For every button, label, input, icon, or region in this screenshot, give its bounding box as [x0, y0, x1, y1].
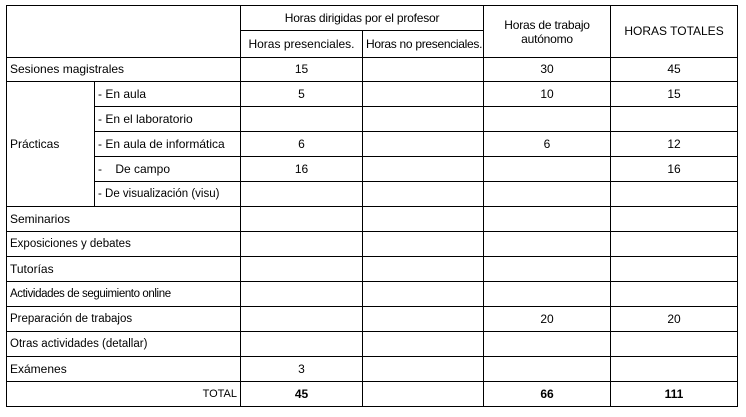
cell-no-presenciales: [363, 58, 484, 82]
cell-totales: [611, 357, 738, 382]
cell-presenciales: [241, 282, 363, 307]
cell-totales: [611, 182, 738, 207]
row-label-tutorias: Tutorías: [7, 257, 241, 282]
cell-presenciales: 16: [241, 157, 363, 182]
cell-autonomo: [484, 182, 611, 207]
header-dirigidas: Horas dirigidas por el profesor: [241, 6, 484, 31]
total-presenciales: 45: [241, 382, 363, 407]
cell-totales: [611, 282, 738, 307]
cell-totales: [611, 257, 738, 282]
cell-no-presenciales: [363, 232, 484, 257]
cell-presenciales: 6: [241, 132, 363, 157]
cell-presenciales: 5: [241, 82, 363, 107]
header-no-presenciales: Horas no presenciales.: [363, 31, 484, 58]
cell-no-presenciales: [363, 282, 484, 307]
header-row-1: [7, 6, 738, 31]
cell-presenciales: [241, 107, 363, 132]
cell-no-presenciales: [363, 207, 484, 232]
cell-no-presenciales: [363, 107, 484, 132]
cell-totales: 12: [611, 132, 738, 157]
row-label-seguimiento: Actividades de seguimiento online: [7, 282, 241, 307]
cell-totales: 15: [611, 82, 738, 107]
row-label-practicas-laboratorio: - En el laboratorio: [95, 107, 241, 132]
cell-totales: [611, 207, 738, 232]
cell-autonomo: [484, 332, 611, 357]
cell-autonomo: [484, 257, 611, 282]
cell-autonomo: 10: [484, 82, 611, 107]
cell-presenciales: [241, 232, 363, 257]
cell-autonomo: [484, 282, 611, 307]
cell-presenciales: 3: [241, 357, 363, 382]
cell-autonomo: 6: [484, 132, 611, 157]
row-label-preparacion: Preparación de trabajos: [7, 307, 241, 332]
cell-no-presenciales: [363, 132, 484, 157]
cell-totales: 45: [611, 58, 738, 82]
table-row: [7, 132, 738, 157]
cell-no-presenciales: [363, 307, 484, 332]
cell-no-presenciales: [363, 332, 484, 357]
cell-autonomo: [484, 157, 611, 182]
cell-presenciales: [241, 307, 363, 332]
table-row: [7, 58, 738, 82]
cell-autonomo: 30: [484, 58, 611, 82]
row-label-exposiciones: Exposiciones y debates: [7, 232, 241, 257]
table-row: [7, 157, 738, 182]
cell-no-presenciales: [363, 182, 484, 207]
cell-presenciales: 15: [241, 58, 363, 82]
row-label-practicas: Prácticas: [7, 82, 95, 207]
table-row: [7, 332, 738, 357]
cell-presenciales: [241, 207, 363, 232]
cell-presenciales: [241, 332, 363, 357]
row-label-seminarios: Seminarios: [7, 207, 241, 232]
total-autonomo: 66: [484, 382, 611, 407]
cell-no-presenciales: [363, 157, 484, 182]
cell-no-presenciales: [363, 357, 484, 382]
header-totales: HORAS TOTALES: [611, 6, 738, 58]
table-row: [7, 182, 738, 207]
cell-autonomo: [484, 232, 611, 257]
total-totales: 111: [611, 382, 738, 407]
cell-totales: [611, 332, 738, 357]
cell-totales: [611, 232, 738, 257]
total-no-presenciales: [363, 382, 484, 407]
row-label-practicas-campo: - De campo: [95, 157, 241, 182]
cell-totales: [611, 107, 738, 132]
table-row: [7, 107, 738, 132]
cell-no-presenciales: [363, 82, 484, 107]
cell-totales: 20: [611, 307, 738, 332]
header-blank-cell: [7, 6, 241, 58]
table-row: [7, 282, 738, 307]
header-autonomo: Horas de trabajo autónomo: [484, 6, 611, 58]
cell-autonomo: 20: [484, 307, 611, 332]
cell-presenciales: [241, 257, 363, 282]
table-row: [7, 232, 738, 257]
row-label-otras: Otras actividades (detallar): [7, 332, 241, 357]
total-row: [7, 382, 738, 407]
table-row: [7, 257, 738, 282]
cell-presenciales: [241, 182, 363, 207]
cell-autonomo: [484, 357, 611, 382]
table-row: [7, 357, 738, 382]
cell-no-presenciales: [363, 257, 484, 282]
table-row: [7, 82, 738, 107]
hours-table: [6, 5, 738, 407]
row-label-examenes: Exámenes: [7, 357, 241, 382]
cell-autonomo: [484, 107, 611, 132]
cell-totales: 16: [611, 157, 738, 182]
row-label-practicas-informatica: - En aula de informática: [95, 132, 241, 157]
total-label: TOTAL: [7, 382, 241, 407]
table-row: [7, 207, 738, 232]
table-row: [7, 307, 738, 332]
row-label-sesiones: Sesiones magistrales: [7, 58, 241, 82]
row-label-practicas-visualizacion: - De visualización (visu): [95, 182, 241, 207]
row-label-practicas-aula: - En aula: [95, 82, 241, 107]
cell-autonomo: [484, 207, 611, 232]
header-presenciales: Horas presenciales.: [241, 31, 363, 58]
